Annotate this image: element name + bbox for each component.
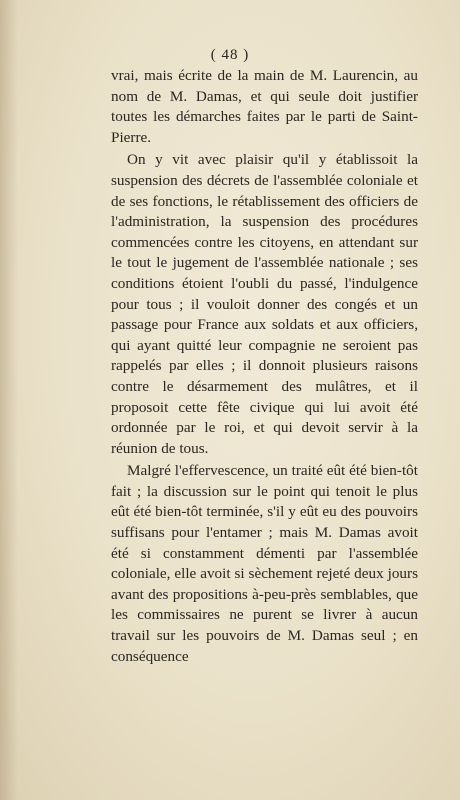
page-number: ( 48 ) xyxy=(210,47,250,63)
body-text xyxy=(111,66,418,667)
paragraph-3: Malgré l'effervescence, un traité eût été bien-tôt fait ; la discussion sur le point qui tenoit le plus eût été bien-tôt terminée, s'il y eût eu des pouvoirs suffisans pour l'entamer ; mais M. Damas avoit été si constamment démenti par l'assemblée coloniale, elle avoit si sèchement rejeté deux jours avant des propositions à-peu-près semblables, que les commissaires ne purent se livrer à aucun travail sur les pouvoirs de M. Damas seul ; en conséquence xyxy=(111,462,418,665)
paragraph-1: vrai, mais écrite de la main de M. Laurencin, au nom de M. Damas, et qui seule doit justifier toutes les démarches faites par le parti de Saint-Pierre. xyxy=(111,67,418,146)
paragraph-2: On y vit avec plaisir qu'il y établissoit la suspension des décrets de l'assemblée coloniale et de ses fonctions, le rétablissement des officiers de l'administration, la suspension des procédures commencées contre les citoyens, en attendant sur le tout le jugement de l'assemblée nationale ; ses conditions étoient l'oubli du passé, l'indulgence pour tous ; il vouloit donner des congés et un passage pour France aux soldats et aux officiers, qui ayant quitté leur compagnie ne seroient pas rappelés par elles ; il donnoit plusieurs raisons contre le désarmement des mulâtres, et il proposoit cette fête civique qui lui avoit été ordonnée par le roi, et qui devoit servir à la réunion de tous. xyxy=(111,151,418,457)
